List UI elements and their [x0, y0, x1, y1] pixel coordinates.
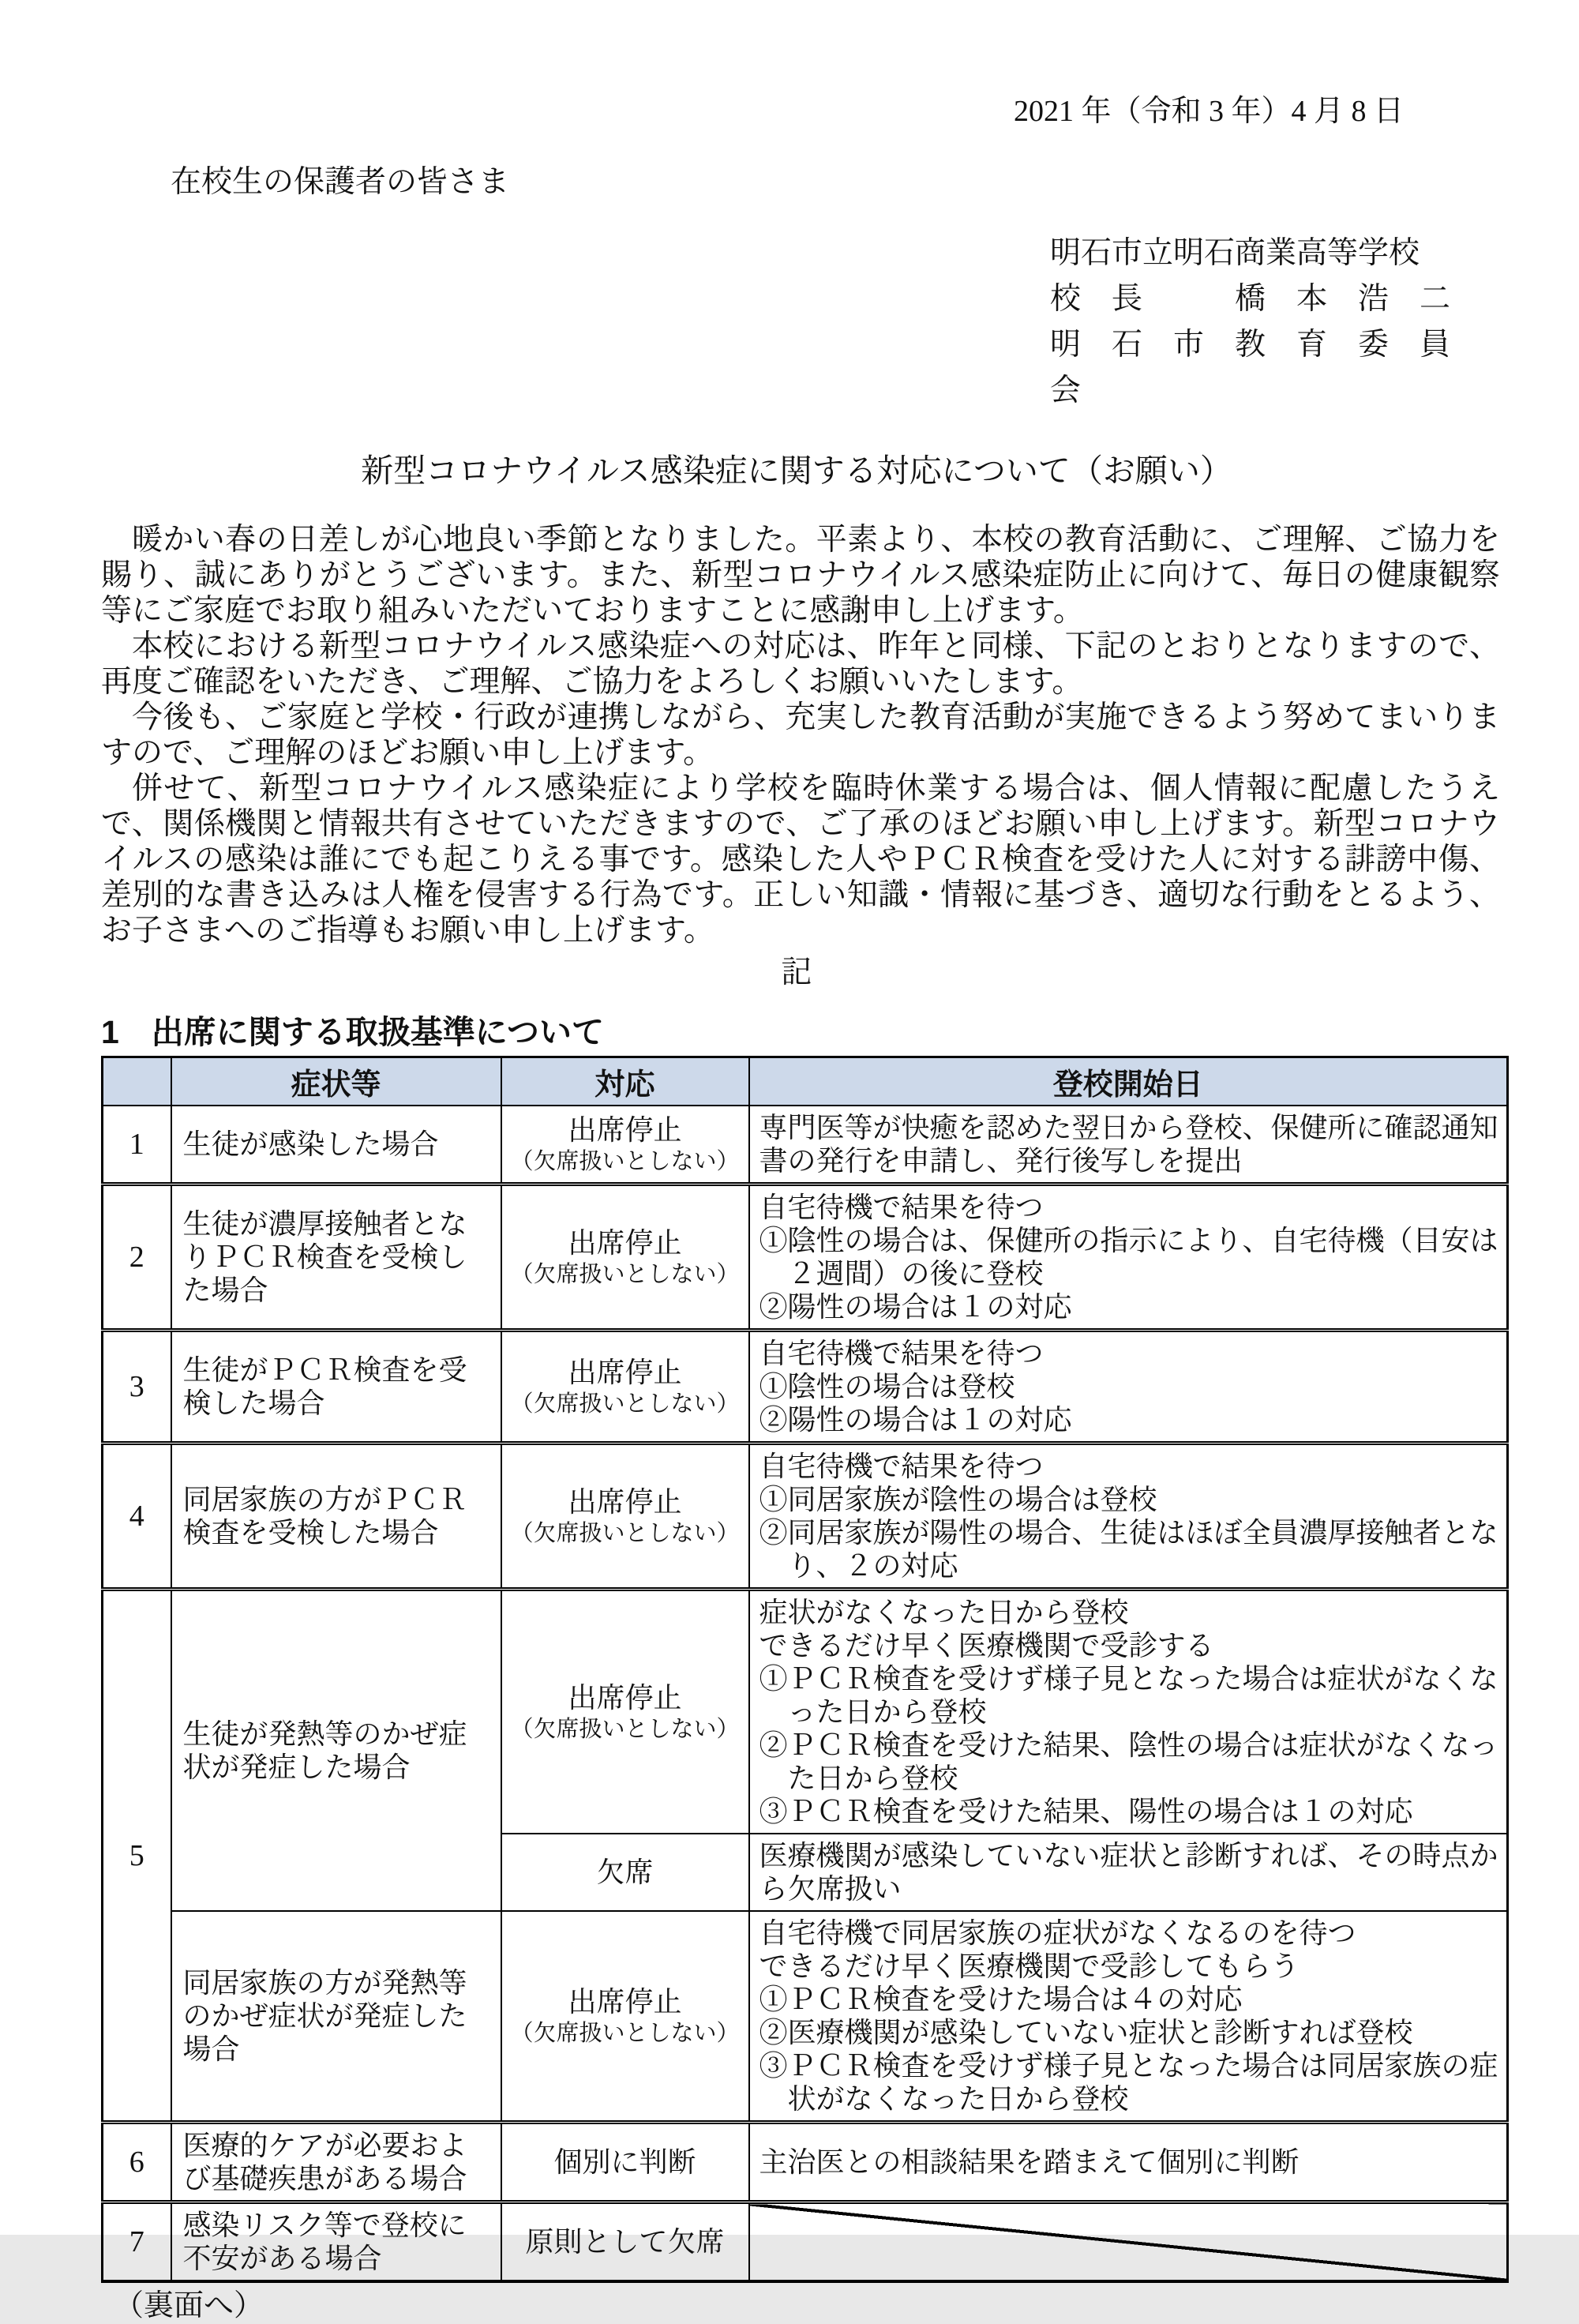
- detail-line: ②医療機関が感染していない症状と診断すれば登校: [759, 2017, 1413, 2048]
- response-label: 出席停止: [568, 1486, 682, 1518]
- response-label: 出席停止: [568, 1986, 682, 2018]
- response-label: 個別に判断: [553, 2146, 696, 2178]
- start-date-cell: [749, 2123, 1508, 2202]
- start-date-cell: [749, 1331, 1508, 1444]
- table-row-1: [103, 1106, 1508, 1185]
- document-title: 新型コロナウイルス感染症に関する対応について（お願い）: [361, 452, 1232, 489]
- row-number: 1: [103, 1106, 171, 1185]
- row-number: 7: [103, 2202, 171, 2282]
- table-row-4: [103, 1444, 1508, 1590]
- start-date-cell: [749, 1911, 1508, 2123]
- row-number: 4: [103, 1444, 171, 1590]
- symptom-cell: 生徒が発熱等のかぜ症状が発症した場合: [171, 1590, 501, 1912]
- response-note: （欠席扱いとしない）: [510, 1717, 740, 1742]
- response-label: 出席停止: [568, 1114, 682, 1146]
- detail-line: ①同居家族が陰性の場合は登校: [759, 1484, 1157, 1515]
- response-cell: [501, 1911, 749, 2123]
- table-header-row: [103, 1057, 1508, 1106]
- response-cell: [501, 1590, 749, 1834]
- detail-line: 自宅待機で結果を待つ: [759, 1192, 1044, 1223]
- section1-heading: 1 出席に関する取扱基準について: [101, 1014, 604, 1050]
- start-date-cell: [749, 1590, 1508, 1834]
- body-paragraphs: [101, 522, 1500, 948]
- detail-line: できるだけ早く医療機関で受診してもらう: [759, 1950, 1300, 1982]
- header-number-cell: [103, 1057, 171, 1106]
- addressee: 在校生の保護者の皆さま: [171, 165, 510, 199]
- symptom-cell: 同居家族の方がＰＣＲ検査を受検した場合: [171, 1444, 501, 1590]
- response-note: （欠席扱いとしない）: [510, 1149, 740, 1174]
- document-date: 2021 年（令和 3 年）4 月 8 日: [1013, 95, 1404, 128]
- response-note: （欠席扱いとしない）: [510, 1262, 740, 1287]
- detail-line: 自宅待機で結果を待つ: [759, 1451, 1044, 1482]
- start-date-cell: [749, 1444, 1508, 1590]
- table-row-6: [103, 2123, 1508, 2202]
- response-label: 出席停止: [568, 1357, 682, 1388]
- response-cell: [501, 1444, 749, 1590]
- table-row-3: [103, 1331, 1508, 1444]
- back-page-note: （裏面へ）: [114, 2289, 264, 2322]
- sender-board: 明 石 市 教 育 委 員 会: [1050, 328, 1482, 407]
- symptom-cell: 感染リスク等で登校に不安がある場合: [171, 2202, 501, 2282]
- diagonal-slash-cell: [749, 2202, 1508, 2282]
- header-symptom-cell: 症状等: [171, 1057, 501, 1106]
- response-label: 出席停止: [568, 1682, 682, 1714]
- response-note: （欠席扱いとしない）: [510, 2021, 740, 2046]
- start-date-cell: [749, 1185, 1508, 1331]
- symptom-cell: 生徒が濃厚接触者となりＰＣＲ検査を受検した場合: [171, 1185, 501, 1331]
- sender-principal: 校 長 橋 本 浩 二: [1050, 282, 1451, 316]
- paragraph-greeting: 暖かい春の日差しが心地良い季節となりました。平素より、本校の教育活動に、ご理解、ご協力を賜り、誠にありがとうございます。また、新型コロナウイルス感染症防止に向けて、毎日の健康観察等にご家庭でお取り組みいただいておりますことに感謝申し上げます。: [101, 523, 1500, 628]
- row-number: 6: [103, 2123, 171, 2202]
- detail-line: 自宅待機で同居家族の症状がなくなるのを待つ: [759, 1917, 1356, 1949]
- row-number: 3: [103, 1331, 171, 1444]
- detail-line: ②陽性の場合は１の対応: [759, 1404, 1072, 1436]
- response-cell: [501, 1331, 749, 1444]
- table-row-5a: [103, 1590, 1508, 1834]
- response-label: 出席停止: [568, 1227, 682, 1259]
- detail-line: 主治医との相談結果を踏まえて個別に判断: [759, 2146, 1300, 2178]
- start-date-cell: [749, 1834, 1508, 1911]
- header-start-date-cell: 登校開始日: [749, 1057, 1508, 1106]
- response-label: 欠席: [596, 1857, 654, 1888]
- detail-line: ③ＰＣＲ検査を受けず様子見となった場合は同居家族の症状がなくなった日から登校: [759, 2050, 1498, 2115]
- detail-line: ③ＰＣＲ検査を受けた結果、陽性の場合は１の対応: [759, 1796, 1413, 1827]
- detail-line: 症状がなくなった日から登校: [759, 1597, 1129, 1628]
- detail-line: 専門医等が快癒を認めた翌日から登校、保健所に確認通知書の発行を申請し、発行後写しを提出: [759, 1112, 1498, 1177]
- detail-line: できるだけ早く医療機関で受診する: [759, 1630, 1214, 1661]
- paragraph-cooperation: 今後も、ご家庭と学校・行政が連携しながら、充実した教育活動が実施できるよう努めてまいりますので、ご理解のほどお願い申し上げます。: [101, 700, 1500, 770]
- row-number: 2: [103, 1185, 171, 1331]
- symptom-cell: 医療的ケアが必要および基礎疾患がある場合: [171, 2123, 501, 2202]
- detail-line: 医療機関が感染していない症状と診断すれば、その時点から欠席扱い: [759, 1840, 1498, 1905]
- symptom-cell: 生徒がＰＣＲ検査を受検した場合: [171, 1331, 501, 1444]
- response-cell: [501, 1834, 749, 1911]
- response-cell: [501, 2202, 749, 2282]
- response-label: 原則として欠席: [525, 2226, 725, 2258]
- detail-line: ①ＰＣＲ検査を受けず様子見となった場合は症状がなくなった日から登校: [759, 1663, 1498, 1728]
- detail-line: ②ＰＣＲ検査を受けた結果、陰性の場合は症状がなくなった日から登校: [759, 1729, 1498, 1794]
- response-cell: [501, 2123, 749, 2202]
- table-row-7: [103, 2202, 1508, 2282]
- table-row-2: [103, 1185, 1508, 1331]
- symptom-cell: 生徒が感染した場合: [171, 1106, 501, 1185]
- detail-line: ①陰性の場合は、保健所の指示により、自宅待機（目安は２週間）の後に登校: [759, 1225, 1498, 1290]
- header-response-cell: 対応: [501, 1057, 749, 1106]
- row-number: 5: [103, 1590, 171, 2123]
- response-cell: [501, 1106, 749, 1185]
- sender-school: 明石市立明石商業高等学校: [1050, 236, 1420, 270]
- symptom-cell: 同居家族の方が発熱等のかぜ症状が発症した場合: [171, 1911, 501, 2123]
- attendance-rules-table: [101, 1056, 1509, 2283]
- paragraph-policy: 本校における新型コロナウイルス感染症への対応は、昨年と同様、下記のとおりとなりますので、再度ご確認をいただき、ご理解、ご協力をよろしくお願いいたします。: [101, 629, 1500, 699]
- paragraph-privacy: 併せて、新型コロナウイルス感染症により学校を臨時休業する場合は、個人情報に配慮したうえで、関係機関と情報共有させていただきますので、ご了承のほどお願い申し上げます。新型コロナウイルスの感染は誰にでも起こりえる事です。感染した人やＰＣＲ検査を受けた人に対する誹謗中傷、差別的な書き込みは人権を侵害する行為です。正しい知識・情報に基づき、適切な行動をとるよう、お子さまへのご指導もお願い申し上げます。: [101, 772, 1500, 948]
- detail-line: ①陰性の場合は登校: [759, 1371, 1015, 1402]
- detail-line: ①ＰＣＲ検査を受けた場合は４の対応: [759, 1984, 1243, 2015]
- sender-block: [101, 231, 1492, 414]
- detail-line: ②陽性の場合は１の対応: [759, 1291, 1072, 1323]
- detail-line: 自宅待機で結果を待つ: [759, 1338, 1044, 1369]
- detail-line: ②同居家族が陽性の場合、生徒はほぼ全員濃厚接触者となり、２の対応: [759, 1517, 1498, 1582]
- response-note: （欠席扱いとしない）: [510, 1521, 740, 1546]
- response-note: （欠席扱いとしない）: [510, 1391, 740, 1417]
- start-date-cell: [749, 1106, 1508, 1185]
- response-cell: [501, 1185, 749, 1331]
- table-row-5c: [103, 1911, 1508, 2123]
- ki-marker: 記: [781, 956, 812, 989]
